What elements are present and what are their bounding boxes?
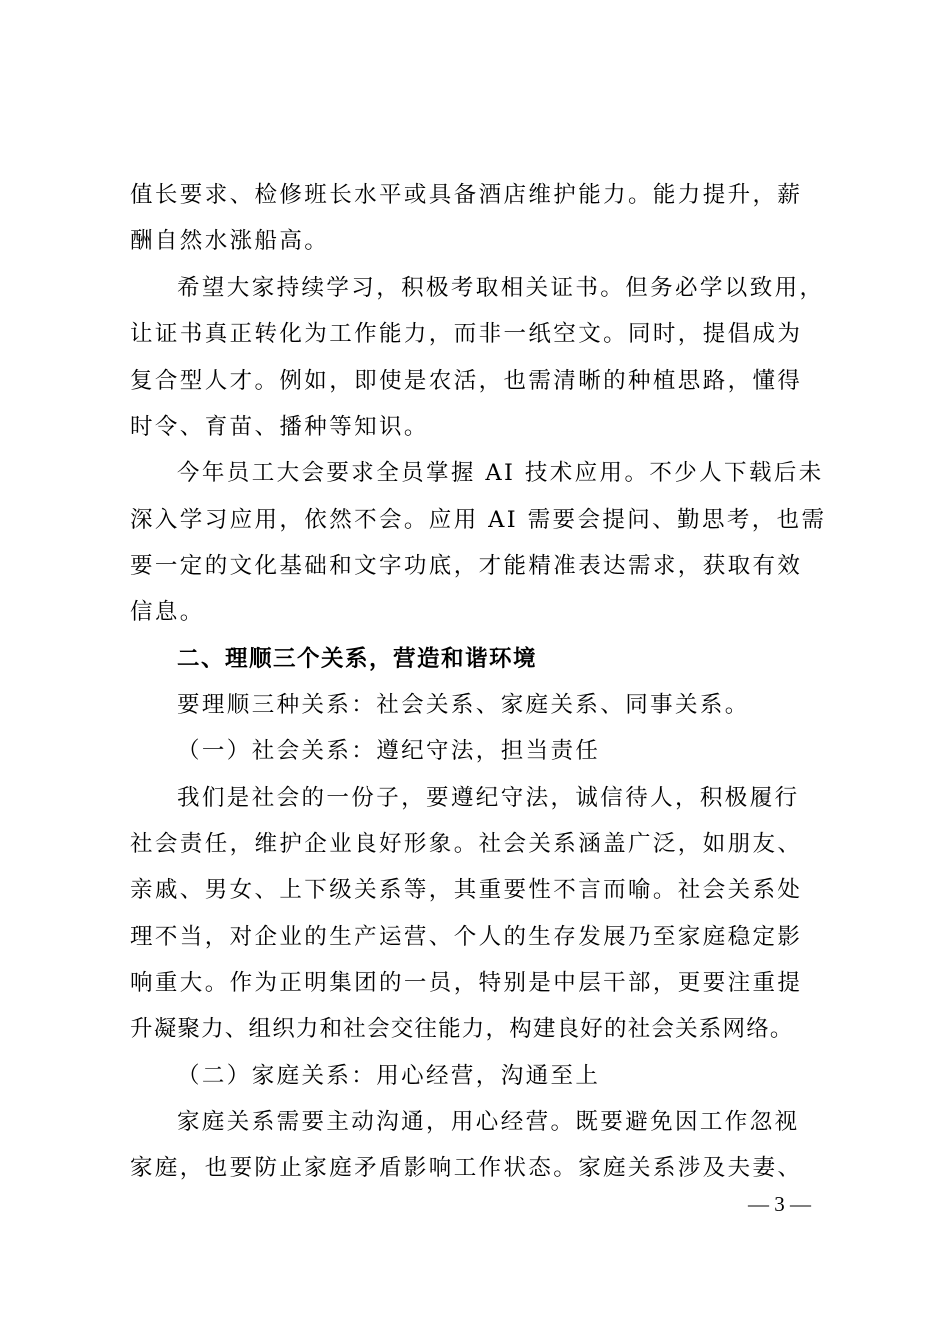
subsection-heading: （一）社会关系：遵纪守法，担当责任: [177, 738, 601, 764]
body-text-line: 值长要求、检修班长水平或具备酒店维护能力。能力提升，薪: [130, 182, 803, 208]
body-text-line: 响重大。作为正明集团的一员，特别是中层干部，更要注重提: [130, 970, 803, 996]
section-heading: 二、理顺三个关系，营造和谐环境: [177, 646, 538, 672]
body-text-line: 酬自然水涨船高。: [130, 228, 330, 254]
body-text-line: 要一定的文化基础和文字功底，才能精准表达需求，获取有效: [130, 553, 803, 579]
page-number: — 3 —: [748, 1192, 811, 1216]
body-text-line: 理不当，对企业的生产运营、个人的生存发展乃至家庭稳定影: [130, 924, 803, 950]
body-text-line: 升凝聚力、组织力和社会交往能力，构建良好的社会关系网络。: [130, 1016, 794, 1042]
body-text-line: 信息。: [130, 599, 205, 625]
body-text-line: 深入学习应用，依然不会。应用 AI 需要会提问、勤思考，也需: [130, 507, 827, 533]
body-text-line: 让证书真正转化为工作能力，而非一纸空文。同时，提倡成为: [130, 321, 803, 347]
body-text-line: 亲戚、男女、上下级关系等，其重要性不言而喻。社会关系处: [130, 877, 803, 903]
body-text-line: 今年员工大会要求全员掌握 AI 技术应用。不少人下载后未: [177, 460, 824, 486]
body-text-line: 社会责任，维护企业良好形象。社会关系涵盖广泛，如朋友、: [130, 831, 803, 857]
body-text-line: 我们是社会的一份子，要遵纪守法，诚信待人，积极履行: [177, 785, 800, 811]
body-text-line: 家庭，也要防止家庭矛盾影响工作状态。家庭关系涉及夫妻、: [130, 1155, 803, 1181]
body-text-line: 时令、育苗、播种等知识。: [130, 414, 429, 440]
body-text-line: 希望大家持续学习，积极考取相关证书。但务必学以致用，: [177, 275, 825, 301]
body-text-line: 要理顺三种关系：社会关系、家庭关系、同事关系。: [177, 692, 750, 718]
body-text-line: 家庭关系需要主动沟通，用心经营。既要避免因工作忽视: [177, 1109, 800, 1135]
body-text-line: 复合型人才。例如，即使是农活，也需清晰的种植思路，懂得: [130, 368, 803, 394]
subsection-heading: （二）家庭关系：用心经营，沟通至上: [177, 1063, 601, 1089]
